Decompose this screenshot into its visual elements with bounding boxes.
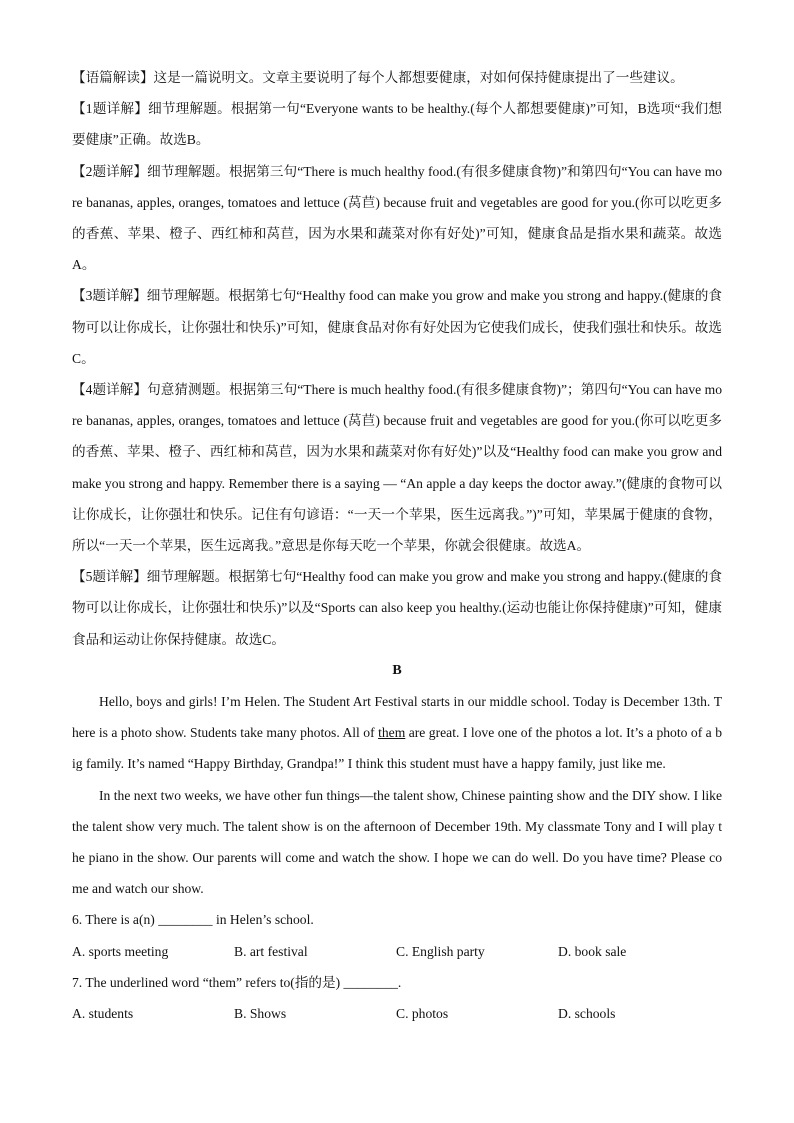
question-6-option-a: A. sports meeting — [72, 943, 169, 959]
question-7-option-b: B. Shows — [234, 1006, 287, 1022]
question-7-options — [72, 998, 722, 1029]
question-1-explanation: 【1题详解】细节理解题。根据第一句“Everyone wants to be healthy.(每个人都想要健康)”可知，B选项“我们想要健康”正确。故选B。 — [72, 101, 722, 148]
paragraph-1-text-start: Hello, boys and girls! I’m Helen. The Student Art Festival starts in our middle school. Today is December 13th. There is a photo show. Students take many photos. All of — [72, 694, 722, 741]
document-page — [72, 62, 722, 1029]
question-2-explanation: 【2题详解】细节理解题。根据第三句“There is much healthy food.(有很多健康食物)”和第四句“You can have more bananas, apples, oranges, tomatoes and lettuce (莴苣) because fruit and vegetables are good for you.(你可以吃更多的香蕉、苹果、橙子、西红柿和莴苣，因为水果和蔬菜对你有好处)”可知，健康食品是指水果和蔬菜。故选A。 — [72, 163, 722, 273]
question-7-option-a: A. students — [72, 1006, 134, 1022]
section-b-title: B — [392, 662, 402, 678]
question-6-stem: 6. There is a(n) ________ in Helen’s school. — [72, 912, 314, 928]
question-6-option-c: C. English party — [396, 943, 485, 959]
question-4-explanation: 【4题详解】句意猜测题。根据第三句“There is much healthy food.(有很多健康食物)”；第四句“You can have more bananas, apples, oranges, tomatoes and lettuce (莴苣) because fruit and vegetables are good for you.(你可以吃更多的香蕉、苹果、橙子、西红柿和莴苣，因为水果和蔬菜对你有好处)”以及“Healthy food can make you grow and make you strong and happy. Remember there is a saying — “An apple a day keeps the doctor away.”(健康的食物可以让你成长，让你强壮和快乐。记住有句谚语：“一天一个苹果，医生远离我。”)”可知，苹果属于健康的食物，所以“一天一个苹果，医生远离我。”意思是你每天吃一个苹果，你就会很健康。故选A。 — [72, 382, 722, 554]
passage-b-paragraph-1 — [72, 686, 722, 780]
question-5-explanation: 【5题详解】细节理解题。根据第七句“Healthy food can make you grow and make you strong and happy.(健康的食物可以让你成长，让你强壮和快乐)”以及“Sports can also keep you healthy.(运动也能让你保持健康)”可知，健康食品和运动让你保持健康。故选C。 — [72, 569, 722, 647]
passage-b-paragraph-2: In the next two weeks, we have other fun things—the talent show, Chinese painting show and the DIY show. I like the talent show very much. The talent show is on the afternoon of December 19th. My classmate Tony and I will play the piano in the show. Our parents will come and watch the show. I hope we can do well. Do you have time? Please come and watch our show. — [72, 787, 722, 897]
question-6-option-b: B. art festival — [234, 943, 308, 959]
question-7-stem: 7. The underlined word “them” refers to(指的是) ________. — [72, 974, 402, 990]
paragraph-1-text-end: are great. I love one of the photos a lot. It’s a photo of a big family. It’s named “Happy Birthday, Grandpa!” I think this student must have a happy family, just like me. — [72, 725, 722, 772]
question-7-option-d: D. schools — [558, 1006, 616, 1022]
question-3-explanation: 【3题详解】细节理解题。根据第七句“Healthy food can make you grow and make you strong and happy.(健康的食物可以让你成长，让你强壮和快乐)”可知，健康食品对你有好处因为它使我们成长，使我们强壮和快乐。故选C。 — [72, 288, 722, 366]
underlined-word-them: them — [378, 725, 406, 741]
question-7-option-c: C. photos — [396, 1006, 449, 1022]
question-6-options — [72, 936, 722, 967]
question-6-option-d: D. book sale — [558, 943, 627, 959]
passage-analysis: 【语篇解读】这是一篇说明文。文章主要说明了每个人都想要健康，对如何保持健康提出了一些建议。 — [72, 70, 684, 85]
